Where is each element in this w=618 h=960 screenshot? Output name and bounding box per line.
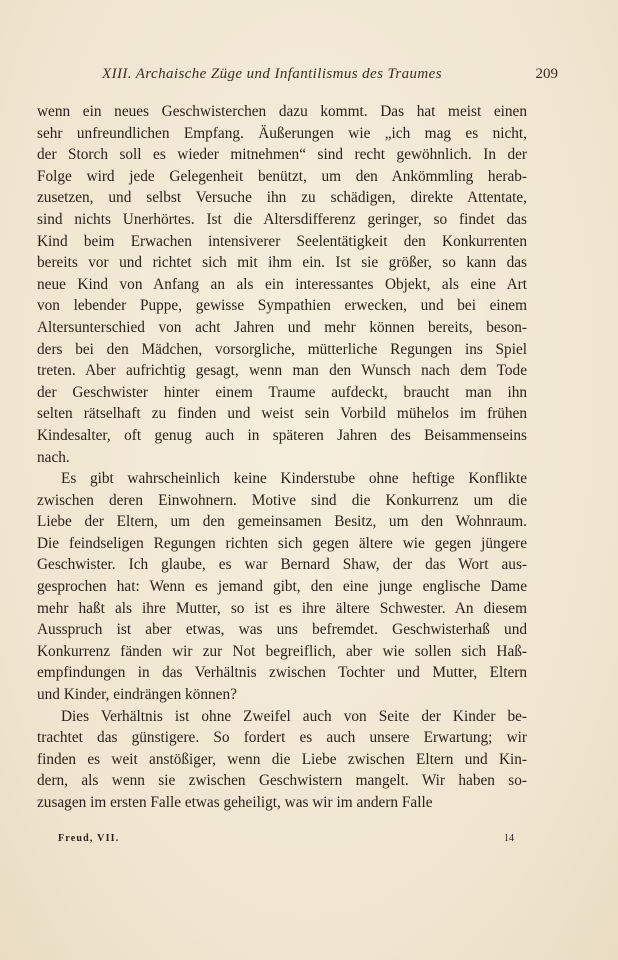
page-footer [58,833,514,851]
text-line: Dies Verhältnis ist ohne Zweifel auch von Seite der Kinder be- [61,707,527,725]
text-line: mehr haßt als ihre Mutter, so ist es ihre ältere Schwester. An diesem [37,599,527,617]
text-line: zwischen deren Einwohnern. Motive sind die Konkurrenz um die [37,491,527,509]
text-line: Die feindseligen Regungen richten sich gegen ältere wie gegen jüngere [37,534,527,552]
text-line: und Kinder, eindrängen können? [37,686,237,704]
text-line: Konkurrenz fänden wir zur Not begreiflich, aber wie sollen sich Haß- [37,642,527,660]
paragraph [37,468,527,706]
text-line: wenn ein neues Geschwisterchen dazu kommt. Das hat meist einen [37,103,527,120]
text-line: finden es weit anstößiger, wenn die Liebe zwischen Eltern und Kin- [37,750,527,768]
paragraph [37,101,527,468]
text-line: Ausspruch ist aber etwas, was uns befremdet. Geschwisterhaß und [37,621,527,639]
text-line: sind nichts Unerhörtes. Ist die Altersdifferenz geringer, so findet das [37,210,527,228]
text-line: treten. Aber aufrichtig gesagt, wenn man den Wunsch nach dem Tode [37,362,527,380]
text-line: Folge wird jede Gelegenheit benützt, um den Ankömmling herab- [37,167,527,185]
running-head [36,66,558,90]
text-line: dern, als wenn sie zwischen Geschwistern mangelt. Wir haben so- [37,772,527,790]
text-line: neue Kind von Anfang an als ein interessantes Objekt, als eine Art [37,275,527,293]
text-line: nach. [37,448,70,466]
text-line: selten rätselhaft zu finden und weist sein Vorbild mühelos im frühen [37,405,527,423]
page-number: 209 [535,66,558,82]
text-line: sehr unfreundlichen Empfang. Äußerungen wie „ich mag es nicht, [37,124,527,142]
text-line: ders bei den Mädchen, vorsorgliche, mütterliche Regungen ins Spiel [37,340,527,358]
paragraph [37,706,527,814]
text-line: gesprochen hat: Wenn es jemand gibt, den eine junge englische Dame [37,578,527,596]
text-line: Geschwister. Ich glaube, es war Bernard Shaw, der das Wort aus- [37,556,527,574]
text-line: zusagen im ersten Falle etwas geheiligt, was wir im andern Falle [37,794,433,811]
text-line: bereits vor und richtet sich mit ihm ein. Ist sie größer, so kann das [37,254,527,272]
text-line: Altersunterschied von acht Jahren und mehr können bereits, beson- [37,318,527,336]
running-title: XIII. Archaische Züge und Infantilismus des Traumes [102,66,442,82]
body-text [37,101,527,814]
text-line: von lebender Puppe, gewisse Sympathien erwecken, und bei einem [37,297,527,315]
text-line: Kindesalter, oft genug auch in späteren Jahren des Beisammenseins [37,426,527,444]
sheet-number: 14 [504,833,514,844]
text-line: Kind beim Erwachen intensiverer Seelentätigkeit den Konkurrenten [37,232,527,250]
text-line: trachtet das günstigere. So fordert es auch unsere Erwartung; wir [37,729,527,747]
text-line: zusetzen, und selbst Versuche ihn zu schädigen, direkte Attentate, [37,189,527,207]
text-line: der Geschwister hinter einem Traume aufdeckt, braucht man ihn [37,383,527,401]
text-line: der Storch soll es wieder mitnehmen“ sind recht gewöhnlich. In der [37,146,527,164]
text-line: Liebe der Eltern, um den gemeinsamen Besitz, um den Wohnraum. [37,513,527,531]
text-line: Es gibt wahrscheinlich keine Kinderstube ohne heftige Konflikte [61,470,527,488]
text-line: empfindungen in das Verhältnis zwischen Tochter und Mutter, Eltern [37,664,527,682]
printer-signature: Freud, VII. [58,833,120,844]
